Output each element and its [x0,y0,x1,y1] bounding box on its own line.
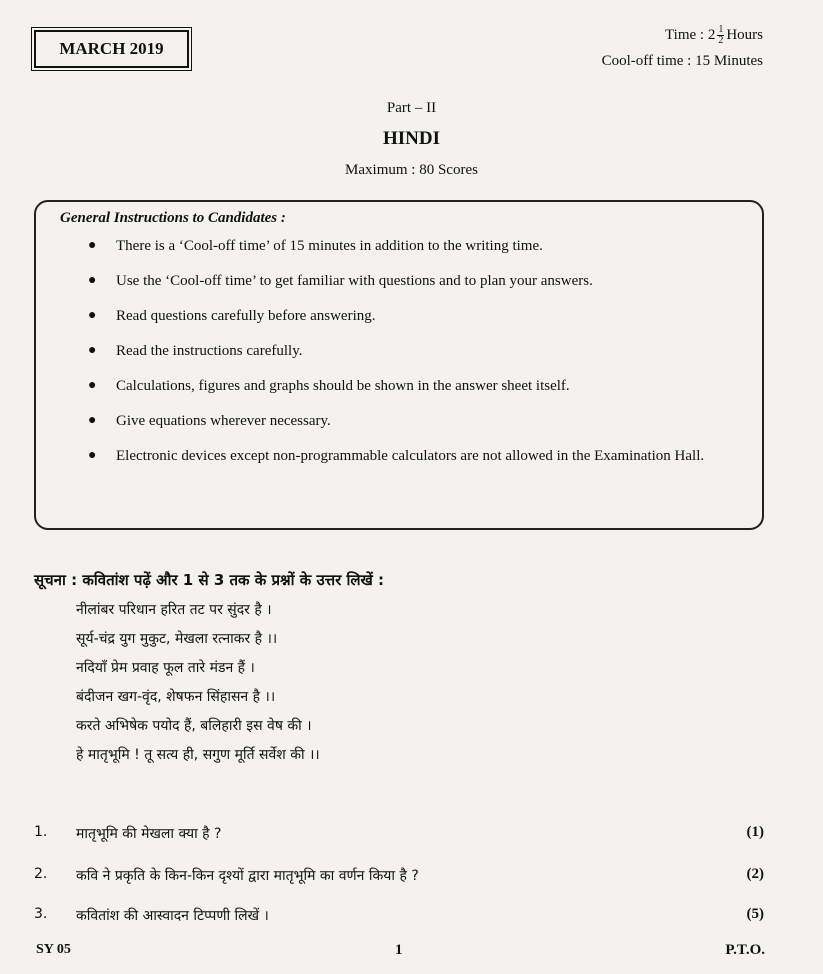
max-score: Maximum : 80 Scores [345,162,478,178]
exam-month-box: MARCH 2019 [34,30,189,68]
paper-part: Part – II [386,100,437,116]
poem-line: बंदीजन खग-वृंद, शेषफन सिंहासन है ।। [76,689,276,705]
bullet-icon: ● [88,448,97,463]
instruction-item: ● Read the instructions carefully. [88,343,303,359]
instruction-item: ● There is a ‘Cool-off time’ of 15 minutes in addition to the writing time. [88,238,543,254]
instruction-item: ● Use the ‘Cool-off time’ to get familiar with questions and to plan your answers. [88,273,593,289]
bullet-icon: ● [88,308,97,323]
question-marks: (1) [746,824,764,840]
poem-block [76,600,320,774]
paper-subject: HINDI [382,128,440,149]
bullet-icon: ● [88,238,97,253]
question-text: कवि ने प्रकृति के किन-किन दृश्यों द्वारा मातृभूमि का वर्णन किया है ? [76,868,419,884]
poem-line: नीलांबर परिधान हरित तट पर सुंदर है । [76,602,272,618]
page-number: 1 [395,942,403,958]
instruction-item: ● Calculations, figures and graphs should be shown in the answer sheet itself. [88,378,570,394]
question-marks: (5) [746,906,764,922]
instruction-item: ● Give equations wherever necessary. [88,413,331,429]
question-number: 2. [34,866,48,882]
question-number: 3. [34,906,48,922]
notice-heading: सूचना : कवितांश पढ़ें और 1 से 3 तक के प्रश्नों के उत्तर लिखें : [34,571,385,589]
instructions-heading: General Instructions to Candidates : [60,210,286,226]
bullet-icon: ● [88,343,97,358]
question-text: कवितांश की आस्वादन टिप्पणी लिखें । [76,908,269,924]
instructions-list [88,236,750,481]
poem-line: करते अभिषेक पयोद हैं, बलिहारी इस वेष की । [76,718,312,734]
exam-time-block [602,22,763,74]
duration-fraction: $\frac{1}{2}$ [718,24,724,47]
bullet-icon: ● [88,413,97,428]
question-text: मातृभूमि की मेखला क्या है ? [76,826,222,842]
instruction-item: ● Read questions carefully before answering. [88,308,376,324]
bullet-icon: ● [88,378,97,393]
question-marks: (2) [746,866,764,882]
question-number: 1. [34,824,48,840]
instruction-item: ● Electronic devices except non-programmable calculators are not allowed in the Examination Hall. [88,448,705,464]
cooloff-time: Cool-off time : 15 Minutes [601,53,763,69]
poem-line: हे मातृभूमि ! तू सत्य ही, सगुण मूर्ति सर्वेश की ।। [76,747,320,763]
exam-duration: Time : 2 $\frac{1}{2}$ Hours [665,24,763,47]
bullet-icon: ● [88,273,97,288]
pto-label: P.T.O. [725,942,765,958]
paper-code: SY 05 [36,942,71,957]
poem-line: सूर्य-चंद्र युग मुकुट, मेखला रत्नाकर है ।। [76,631,278,647]
poem-line: नदियाँ प्रेम प्रवाह फूल तारे मंडन हैं । [76,660,255,676]
